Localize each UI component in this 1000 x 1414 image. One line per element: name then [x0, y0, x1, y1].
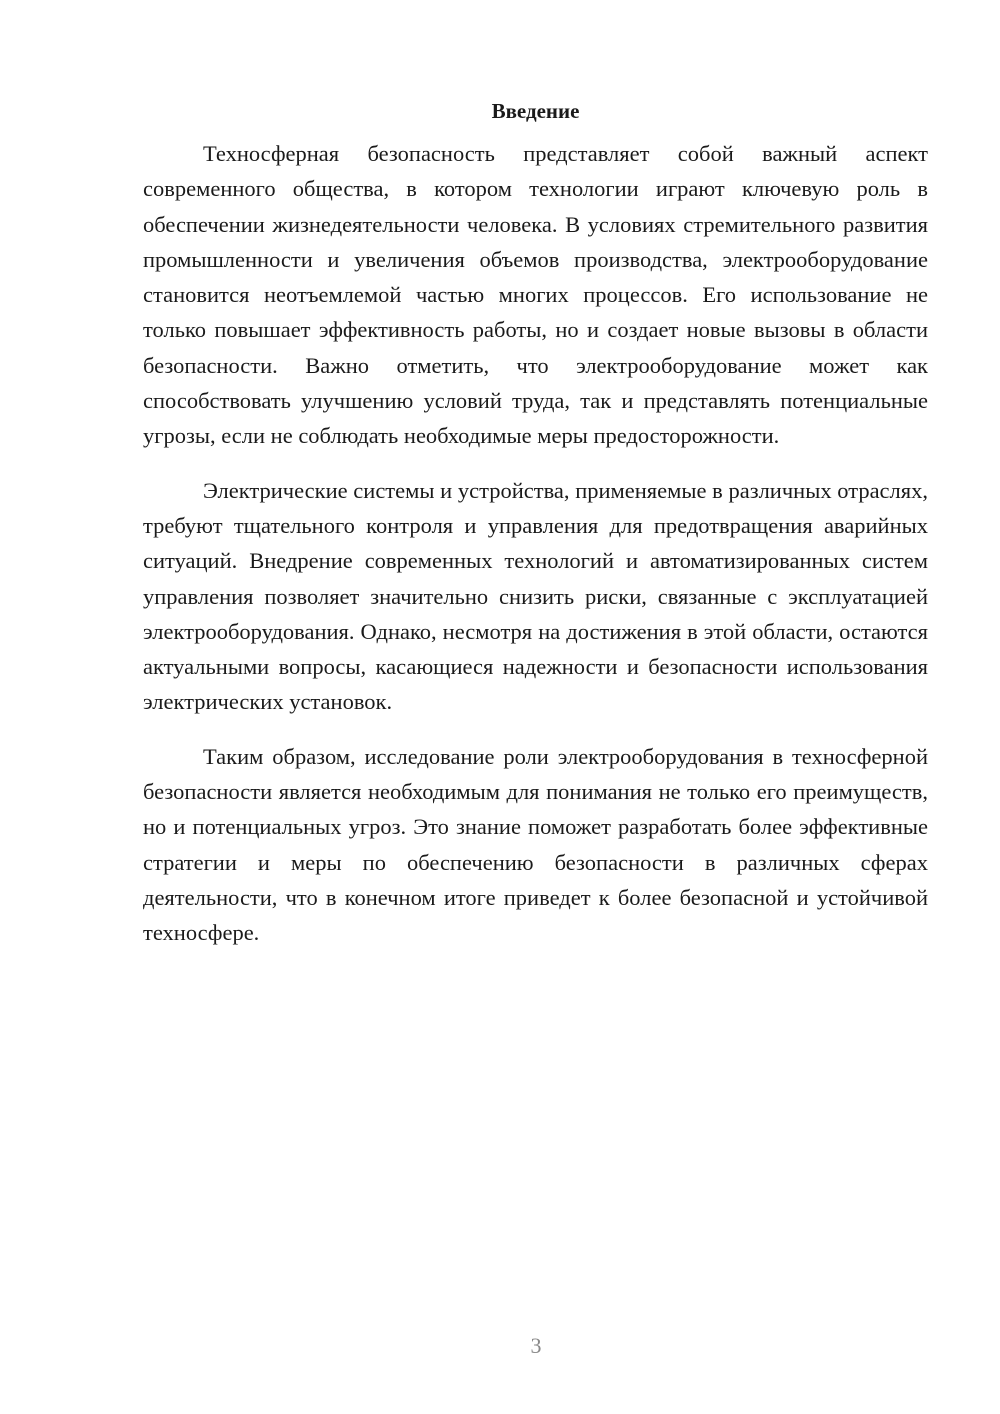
page-number: 3	[530, 1333, 542, 1358]
section-heading: Введение	[491, 99, 580, 123]
paragraph-3: Таким образом, исследование роли электрооборудования в техносферной безопасности является необходимым для понимания не только его преимуществ, но и потенциальных угроз. Это знание поможет разработать более эффективные стратегии и меры по обеспечению безопасности в различных сферах деятельности, что в конечном итоге приведет к более безопасной и устойчивой техносфере.	[143, 743, 928, 946]
paragraph-2: Электрические системы и устройства, применяемые в различных отраслях, требуют тщательного контроля и управления для предотвращения аварийных ситуаций. Внедрение современных технологий и автоматизированных систем управления позволяет значительно снизить риски, связанные с эксплуатацией электрооборудования. Однако, несмотря на достижения в этой области, остаются актуальными вопросы, касающиеся надежности и безопасности использования электрических установок.	[143, 477, 928, 715]
paragraph-1: Техносферная безопасность представляет собой важный аспект современного общества, в котором технологии играют ключевую роль в обеспечении жизнедеятельности человека. В условиях стремительного развития промышленности и увеличения объемов производства, электрооборудование становится неотъемлемой частью многих процессов. Его использование не только повышает эффективность работы, но и создает новые вызовы в области безопасности. Важно отметить, что электрооборудование может как способствовать улучшению условий труда, так и представлять потенциальные угрозы, если не соблюдать необходимые меры предосторожности.	[143, 141, 928, 449]
page-content	[143, 96, 928, 970]
